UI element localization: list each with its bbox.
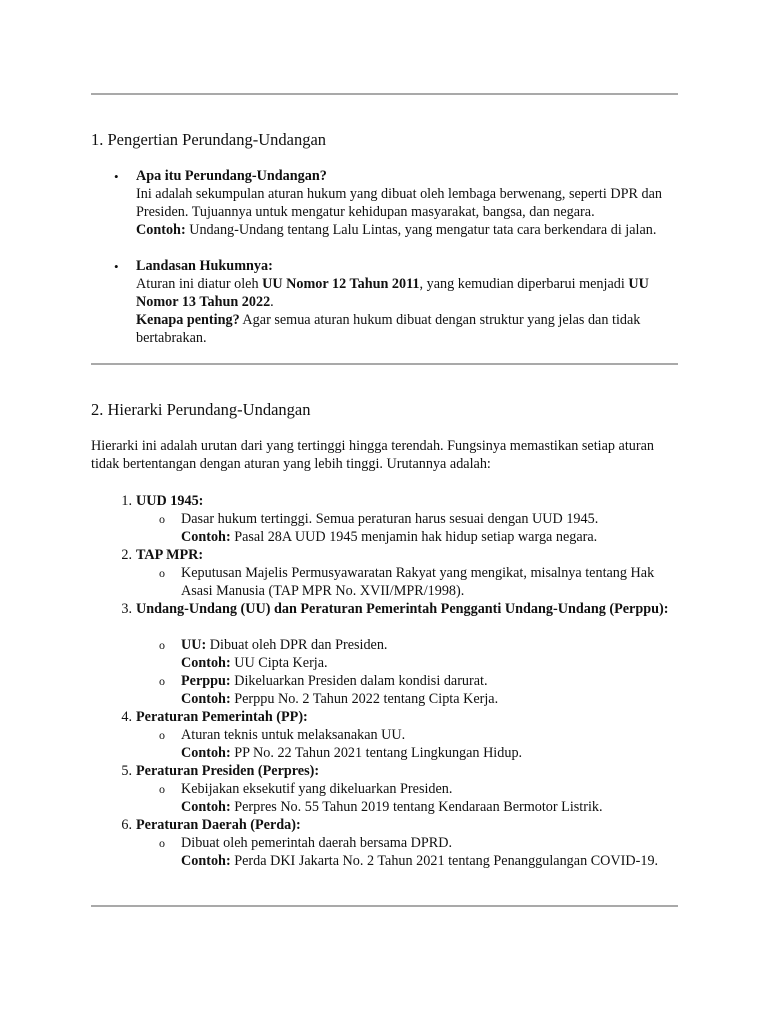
list-item-title: Peraturan Pemerintah (PP): <box>136 709 308 725</box>
detail-label: Perppu: <box>181 673 231 689</box>
list-item-detail <box>181 780 678 816</box>
detail-text: Dibuat oleh DPR dan Presiden. <box>206 637 388 653</box>
basis-text: , yang kemudian diperbarui menjadi <box>419 276 629 292</box>
section1-item-what <box>136 167 681 239</box>
sub-bullet-marker: o <box>159 566 165 580</box>
example-text: UU Cipta Kerja. <box>230 655 328 671</box>
divider-middle <box>91 363 678 365</box>
example-label: Contoh: <box>181 853 231 869</box>
example-label: Contoh: <box>181 529 231 545</box>
divider-top <box>91 93 678 95</box>
bullet-marker: • <box>114 259 119 274</box>
example-text: Perppu No. 2 Tahun 2022 tentang Cipta Kerja. <box>230 691 499 707</box>
detail-text: Dasar hukum tertinggi. Semua peraturan harus sesuai dengan UUD 1945. <box>181 511 599 527</box>
detail-text: Dikeluarkan Presiden dalam kondisi darurat. <box>230 673 488 689</box>
list-item-detail <box>181 672 678 708</box>
example-label: Contoh: <box>181 655 231 671</box>
example-text: PP No. 22 Tahun 2021 tentang Lingkungan Hidup. <box>230 745 523 761</box>
list-item-title: UUD 1945: <box>136 493 204 509</box>
list-item-detail <box>181 636 678 672</box>
section2-title: 2. Hierarki Perundang-Undangan <box>91 400 311 419</box>
list-item-detail <box>181 726 678 762</box>
sub-bullet-marker: o <box>159 728 165 742</box>
section2-intro: Hierarki ini adalah urutan dari yang tertinggi hingga terendah. Fungsinya memastikan setiap aturan tidak bertentangan dengan aturan yang lebih tinggi. Urutannya adalah: <box>91 438 654 472</box>
sub-bullet-marker: o <box>159 638 165 652</box>
list-item-detail <box>181 564 678 600</box>
example-text: Pasal 28A UUD 1945 menjamin hak hidup setiap warga negara. <box>230 529 598 545</box>
basis-text: . <box>270 294 274 310</box>
bullet-marker: • <box>114 169 119 184</box>
example-label: Contoh: <box>181 691 231 707</box>
why-text: Agar semua aturan hukum dibuat dengan struktur yang jelas dan tidak bertabrakan. <box>136 312 641 346</box>
list-number: 5. <box>121 763 132 779</box>
list-number: 2. <box>121 547 132 563</box>
list-item-title: Undang-Undang (UU) dan Peraturan Pemerintah Pengganti Undang-Undang (Perppu): <box>136 601 669 617</box>
basis-text: Aturan ini diatur oleh <box>136 276 263 292</box>
law-ref: UU Nomor 13 Tahun 2022 <box>136 276 649 310</box>
list-number: 6. <box>121 817 132 833</box>
detail-label: UU: <box>181 637 207 653</box>
list-item-detail <box>181 510 678 546</box>
detail-text: Dibuat oleh pemerintah daerah bersama DPRD. <box>181 835 453 851</box>
sub-bullet-marker: o <box>159 782 165 796</box>
example-text: Undang-Undang tentang Lalu Lintas, yang mengatur tata cara berkendara di jalan. <box>185 222 657 238</box>
sub-bullet-marker: o <box>159 512 165 526</box>
item-text: Ini adalah sekumpulan aturan hukum yang dibuat oleh lembaga berwenang, seperti DPR dan Presiden. Tujuannya untuk mengatur kehidupan masyarakat, bangsa, dan negara. <box>136 186 662 220</box>
example-text: Perda DKI Jakarta No. 2 Tahun 2021 tentang Penanggulangan COVID-19. <box>230 853 659 869</box>
detail-text: Kebijakan eksekutif yang dikeluarkan Presiden. <box>181 781 453 797</box>
sub-bullet-marker: o <box>159 674 165 688</box>
sub-bullet-marker: o <box>159 836 165 850</box>
section1-title: 1. Pengertian Perundang-Undangan <box>91 130 327 149</box>
law-ref: UU Nomor 12 Tahun 2011 <box>262 276 420 292</box>
item-heading: Apa itu Perundang-Undangan? <box>136 168 327 184</box>
list-item-title: Peraturan Daerah (Perda): <box>136 817 301 833</box>
section1-item-basis <box>136 257 681 347</box>
item-heading: Landasan Hukumnya: <box>136 258 273 274</box>
divider-bottom <box>91 905 678 907</box>
list-item-title: Peraturan Presiden (Perpres): <box>136 763 320 779</box>
example-label: Contoh: <box>181 799 231 815</box>
list-item-title: TAP MPR: <box>136 547 204 563</box>
example-text: Perpres No. 55 Tahun 2019 tentang Kendaraan Bermotor Listrik. <box>230 799 603 815</box>
list-number: 4. <box>121 709 132 725</box>
why-label: Kenapa penting? <box>136 312 240 328</box>
example-label: Contoh: <box>136 222 186 238</box>
detail-text: Aturan teknis untuk melaksanakan UU. <box>181 727 406 743</box>
example-label: Contoh: <box>181 745 231 761</box>
list-number: 3. <box>121 601 132 617</box>
list-item-detail <box>181 834 678 870</box>
list-number: 1. <box>121 493 132 509</box>
detail-text: Keputusan Majelis Permusyawaratan Rakyat yang mengikat, misalnya tentang Hak Asasi Manusia (TAP MPR No. XVII/MPR/1998). <box>181 565 655 599</box>
